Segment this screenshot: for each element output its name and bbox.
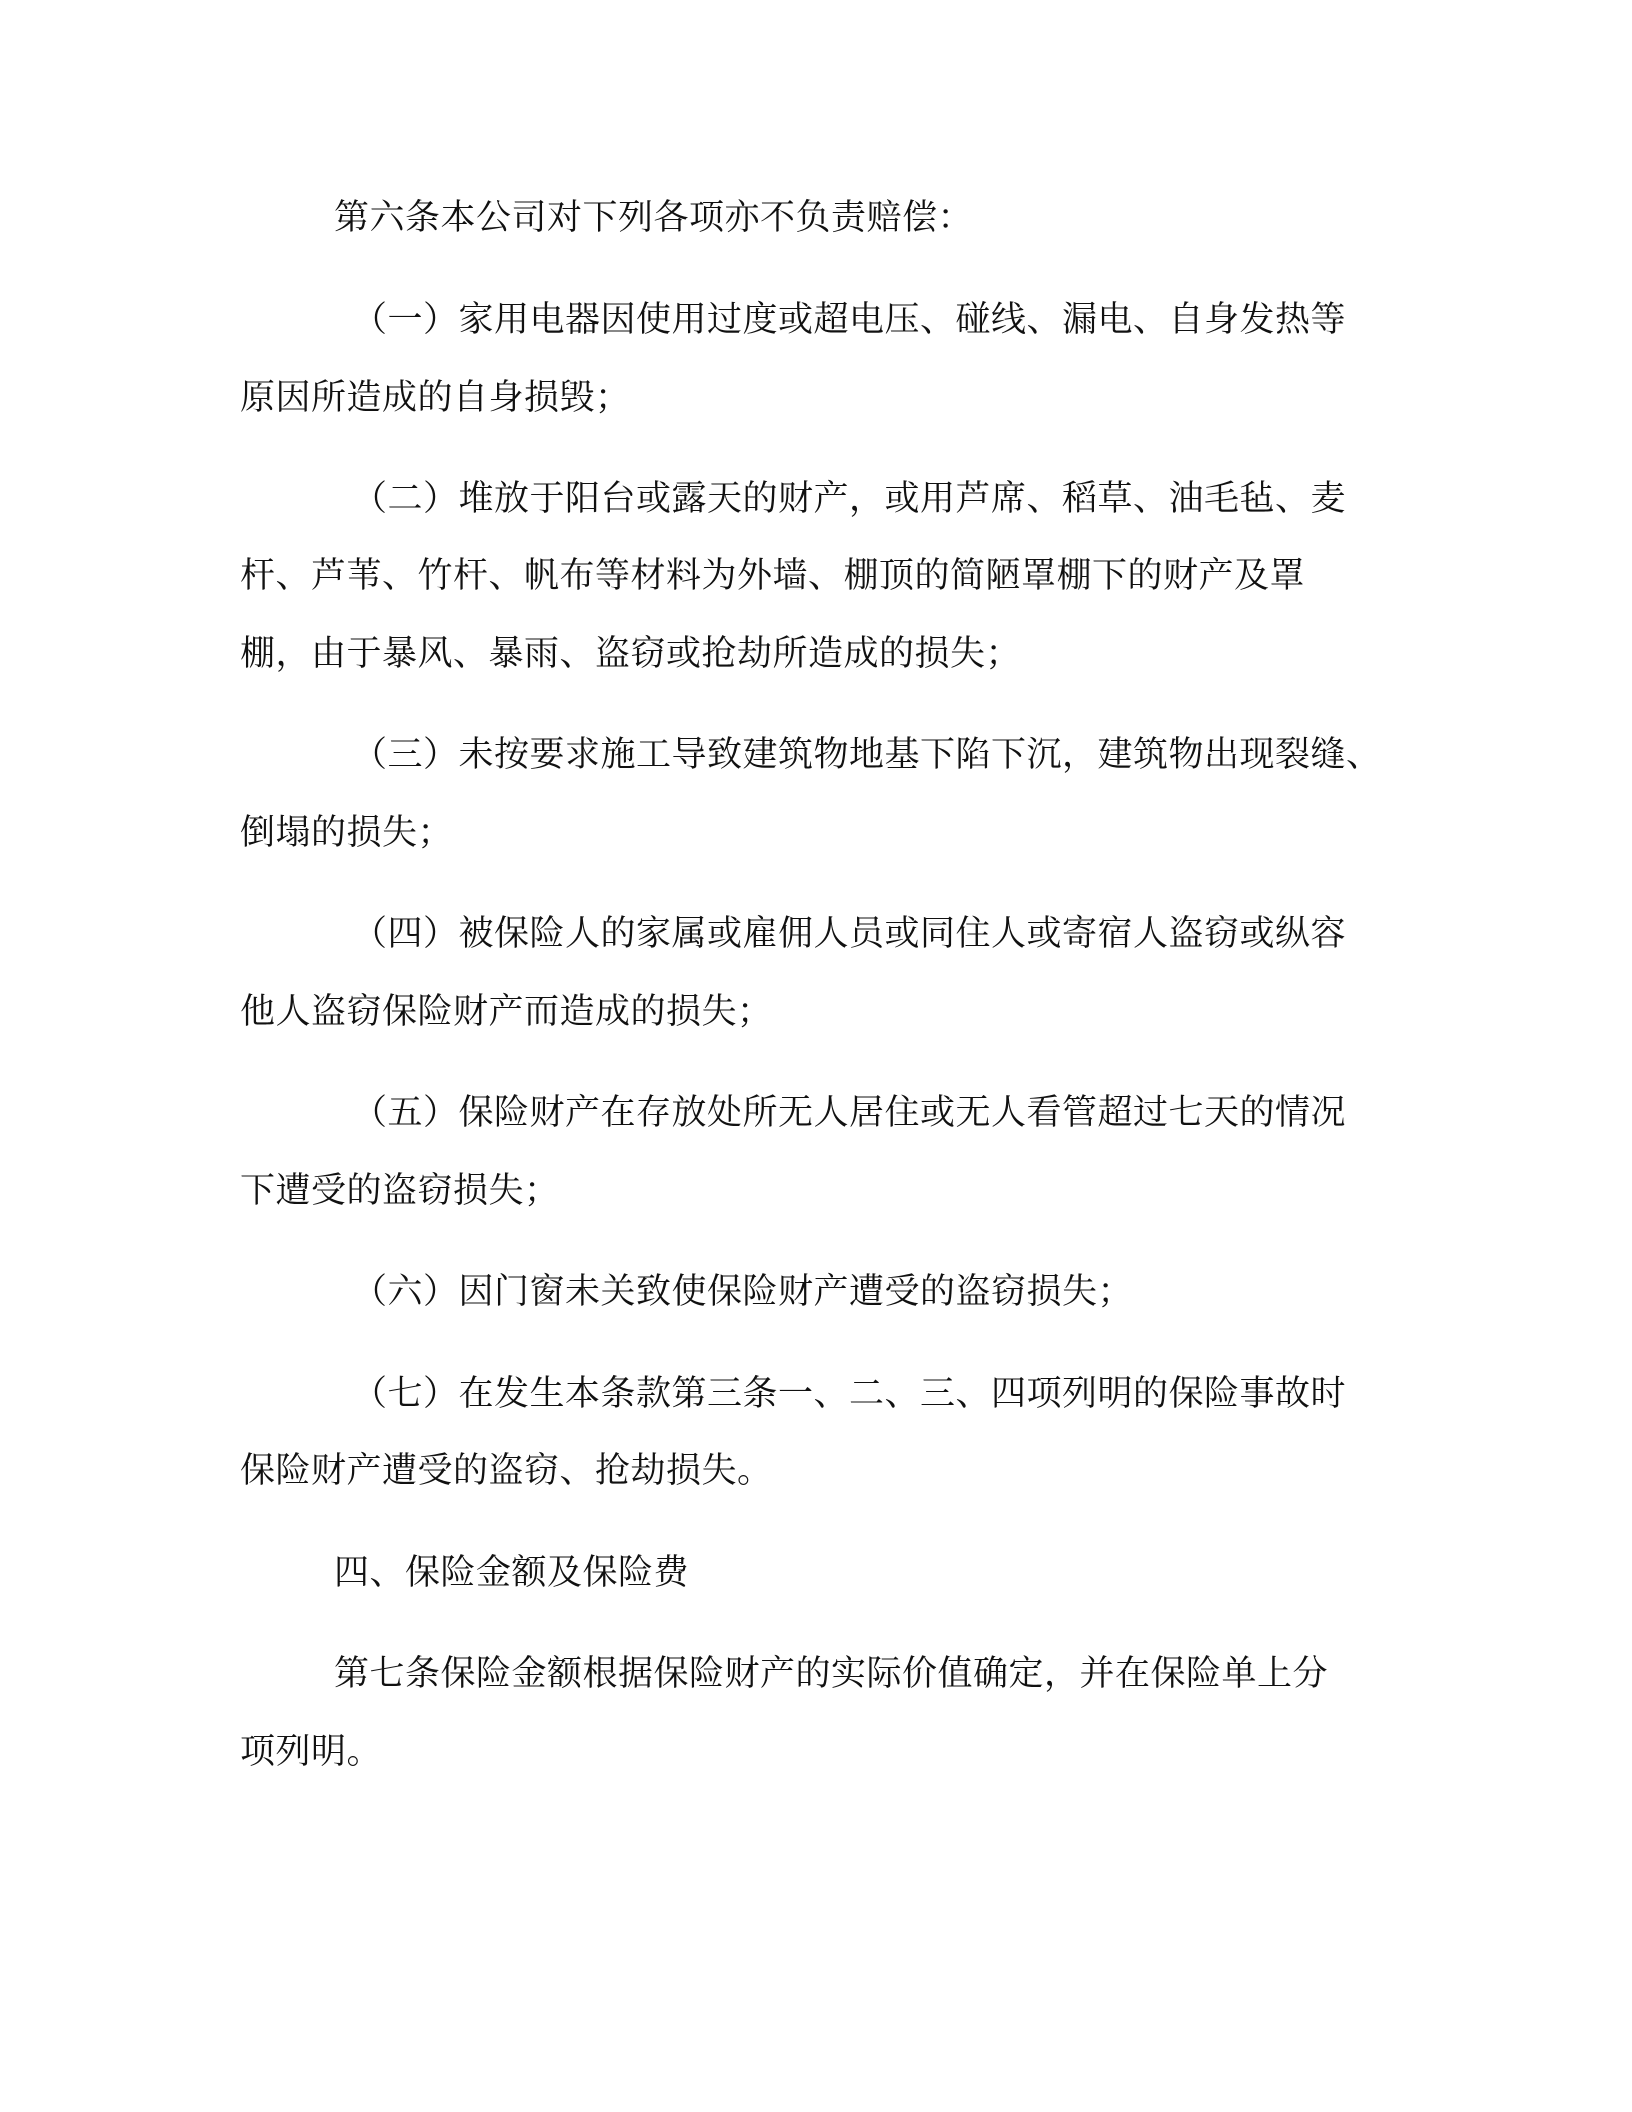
- clause-7-line-2: 保险财产遭受的盗窃、抢劫损失。: [240, 1451, 773, 1491]
- clause-6-line-1: （六）因门窗未关致使保险财产遭受的盗窃损失；: [352, 1272, 1134, 1312]
- clause-2-line-2: 杆、芦苇、竹杆、帆布等材料为外墙、棚顶的简陋罩棚下的财产及罩: [240, 556, 1306, 596]
- article-6-heading: 第六条本公司对下列各项亦不负责赔偿：: [334, 198, 974, 238]
- article-7-line-1: 第七条保险金额根据保险财产的实际价值确定，并在保险单上分: [334, 1654, 1329, 1694]
- clause-4-line-1: （四）被保险人的家属或雇佣人员或同住人或寄宿人盗窃或纵容: [352, 914, 1347, 954]
- clause-5-line-1: （五）保险财产在存放处所无人居住或无人看管超过七天的情况: [352, 1093, 1347, 1133]
- clause-1-line-2: 原因所造成的自身损毁；: [240, 378, 631, 418]
- clause-1-line-1: （一）家用电器因使用过度或超电压、碰线、漏电、自身发热等: [352, 300, 1347, 340]
- section-4-heading: 四、保险金额及保险费: [334, 1553, 690, 1593]
- clause-2-line-1: （二）堆放于阳台或露天的财产，或用芦席、稻草、油毛毡、麦: [352, 479, 1347, 519]
- clause-2-line-3: 棚，由于暴风、暴雨、盗窃或抢劫所造成的损失；: [240, 634, 1022, 674]
- clause-4-line-2: 他人盗窃保险财产而造成的损失；: [240, 992, 773, 1032]
- clause-7-line-1: （七）在发生本条款第三条一、二、三、四项列明的保险事故时: [352, 1374, 1347, 1414]
- article-7-line-2: 项列明。: [240, 1732, 383, 1772]
- clause-3-line-1: （三）未按要求施工导致建筑物地基下陷下沉，建筑物出现裂缝、: [352, 735, 1382, 775]
- clause-3-line-2: 倒塌的损失；: [240, 813, 454, 853]
- clause-5-line-2: 下遭受的盗窃损失；: [240, 1171, 560, 1211]
